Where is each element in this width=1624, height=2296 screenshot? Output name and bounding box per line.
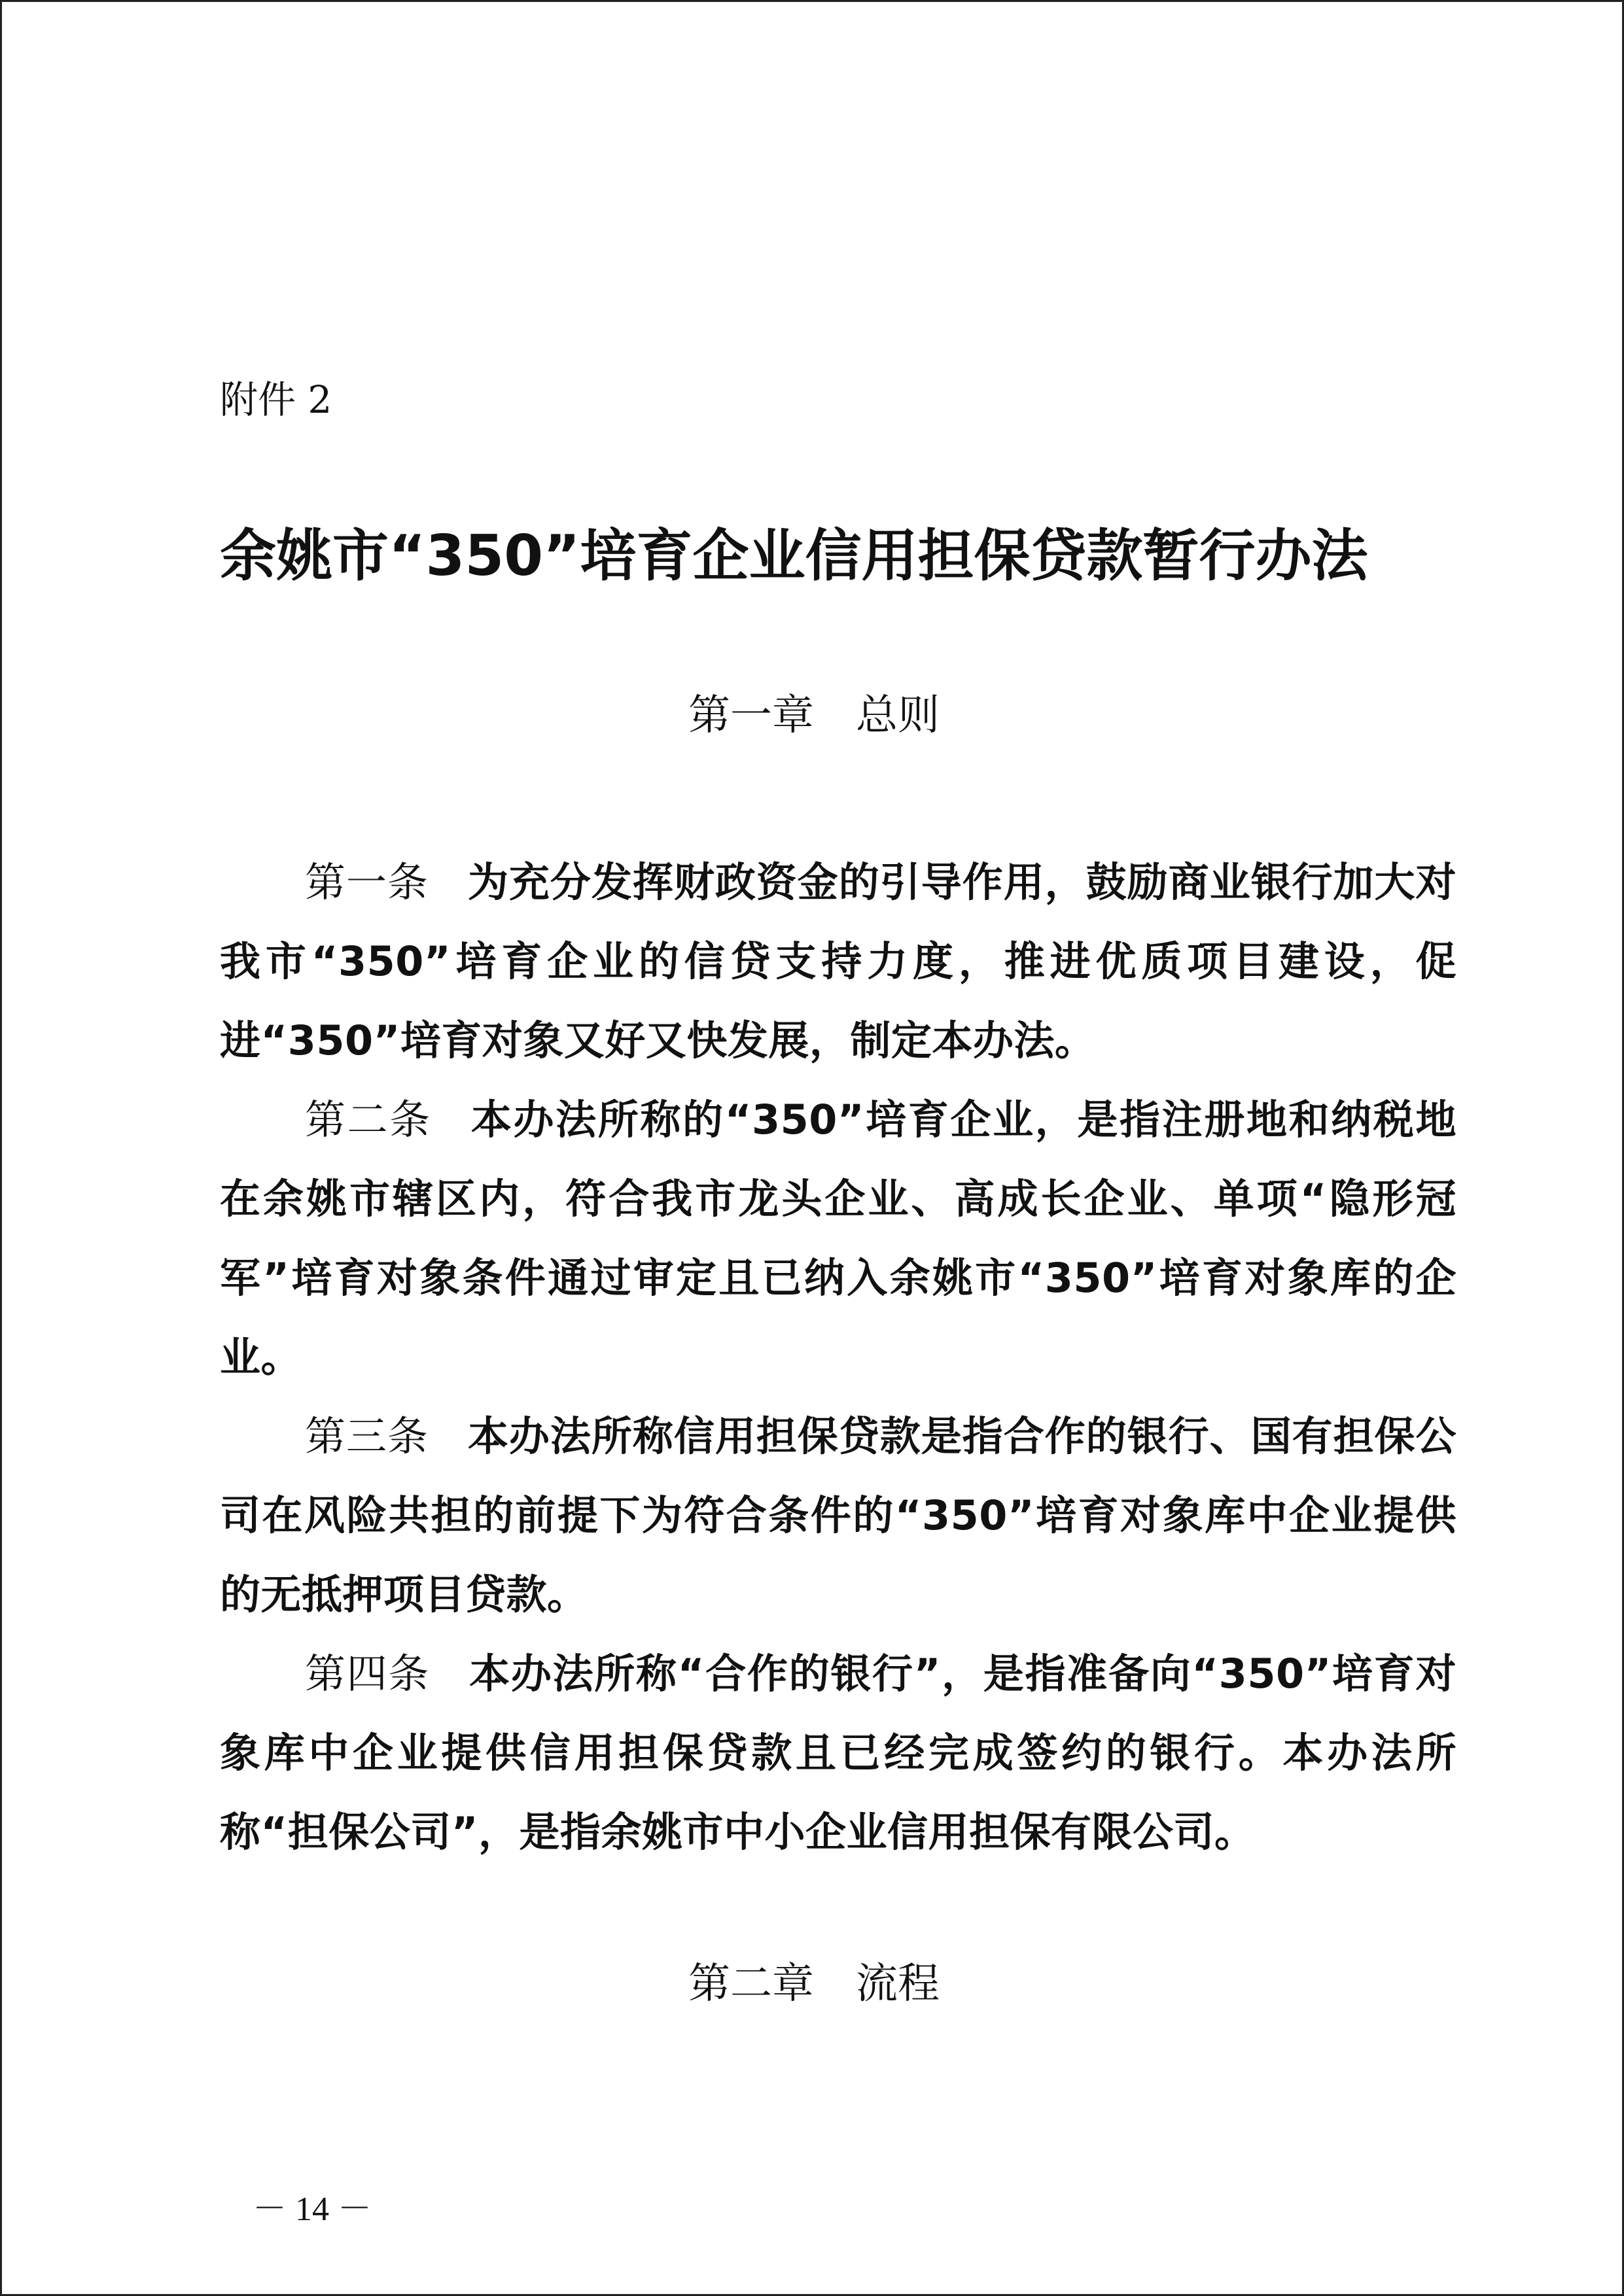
article-3 bbox=[220, 1397, 1456, 1634]
articles-section bbox=[220, 843, 1456, 1871]
article-number: 第一条 bbox=[305, 858, 429, 906]
article-4 bbox=[220, 1634, 1456, 1871]
article-text: 为充分发挥财政资金的引导作用，鼓励商业银行加大对我市“350”培育企业的信贷支持力度，推进优质项目建设，促进“350”培育对象又好又快发展，制定本办法。 bbox=[220, 858, 1456, 1064]
article-1 bbox=[220, 843, 1456, 1080]
article-text: 本办法所称的“350”培育企业，是指注册地和纳税地在余姚市辖区内，符合我市龙头企业、高成长企业、单项“隐形冠军”培育对象条件通过审定且已纳入余姚市“350”培育对象库的企业。 bbox=[220, 1096, 1456, 1381]
chapter-heading-process: 第二章 流程 bbox=[688, 1960, 940, 2008]
article-number: 第二条 bbox=[305, 1096, 432, 1143]
article-text: 本办法所称“合作的银行”，是指准备向“350”培育对象库中企业提供信用担保贷款且已经完成签约的银行。本办法所称“担保公司”，是指余姚市中小企业信用担保有限公司。 bbox=[220, 1650, 1456, 1856]
article-text: 本办法所称信用担保贷款是指合作的银行、国有担保公司在风险共担的前提下为符合条件的“350”培育对象库中企业提供的无抵押项目贷款。 bbox=[220, 1412, 1456, 1618]
article-2 bbox=[220, 1080, 1456, 1397]
article-number: 第三条 bbox=[305, 1412, 429, 1460]
chapter-heading-general: 第一章 总则 bbox=[688, 691, 940, 740]
attachment-label: 附件 2 bbox=[220, 377, 332, 422]
document-title: 余姚市“350”培育企业信用担保贷款暂行办法 bbox=[220, 523, 1368, 589]
page-number: － 14 － bbox=[253, 2191, 372, 2228]
article-number: 第四条 bbox=[305, 1650, 431, 1697]
